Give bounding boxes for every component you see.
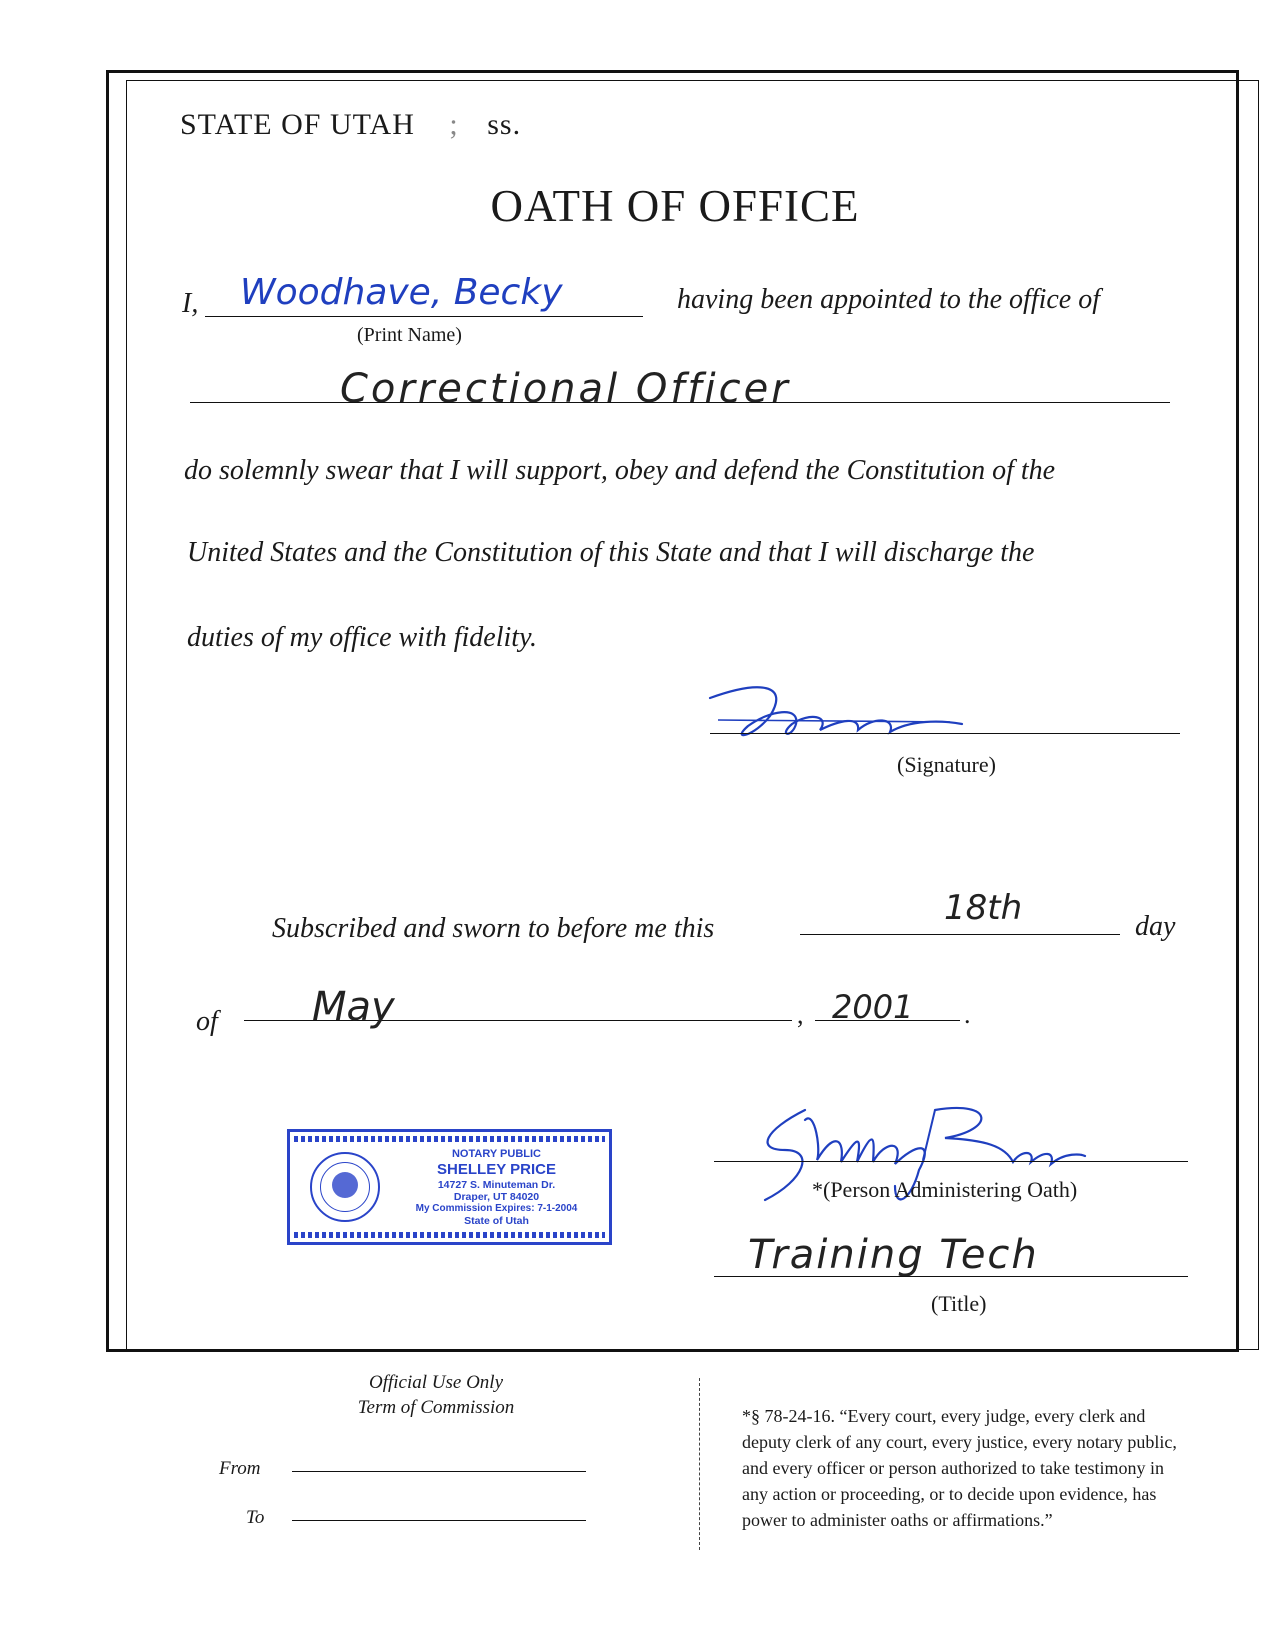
day-line xyxy=(800,934,1120,935)
oath-taker-signature xyxy=(700,676,1000,756)
stamp-city: Draper, UT 84020 xyxy=(453,1191,540,1203)
stamp-state: State of Utah xyxy=(464,1215,529,1227)
oath-line-2: United States and the Constitution of this State and that I will discharge the xyxy=(187,537,1035,568)
title-line xyxy=(714,1276,1188,1277)
to-label: To xyxy=(246,1507,265,1528)
stamp-notary-public: NOTARY PUBLIC xyxy=(451,1148,542,1160)
from-label: From xyxy=(219,1458,261,1479)
oath-line-3: duties of my office with fidelity. xyxy=(187,622,537,653)
office-value: Correctional Officer xyxy=(340,366,791,412)
year-period: . xyxy=(964,1000,971,1029)
footnote-line-4: any action or proceeding, or to decide upon evidence, has xyxy=(742,1484,1157,1504)
term-of-commission-heading: Term of Commission xyxy=(357,1397,515,1418)
month-comma: , xyxy=(797,1000,804,1029)
stamp-address: 14727 S. Minuteman Dr. xyxy=(437,1179,556,1191)
stamp-notary-name: SHELLEY PRICE xyxy=(437,1161,556,1178)
appointed-phrase: having been appointed to the office of xyxy=(677,284,1101,315)
day-word: day xyxy=(1135,911,1176,942)
print-name-line xyxy=(205,316,643,317)
oath-line-1: do solemnly swear that I will support, obey and defend the Constitution of the xyxy=(184,455,1056,486)
ss-label: ss. xyxy=(487,108,522,141)
document-title: OATH OF OFFICE xyxy=(490,181,860,231)
title-caption: (Title) xyxy=(931,1291,987,1316)
stamp-commission: My Commission Expires: 7-1-2004 xyxy=(415,1203,578,1214)
signature-caption: (Signature) xyxy=(897,752,996,777)
subscribed-lead: Subscribed and sworn to before me this xyxy=(272,913,715,944)
signature-scribble-icon xyxy=(700,676,1000,756)
footer-divider xyxy=(699,1378,700,1550)
administrator-line xyxy=(714,1161,1188,1162)
statute-footnote xyxy=(742,1403,1262,1533)
of-word: of xyxy=(196,1006,218,1037)
stamp-border-top xyxy=(294,1136,605,1142)
print-name-caption: (Print Name) xyxy=(357,324,462,346)
month-value: May xyxy=(312,984,395,1030)
footnote-line-3: and every officer or person authorized to take testimony in xyxy=(742,1458,1165,1478)
footnote-line-2: deputy clerk of any court, every justice, every notary public, xyxy=(742,1432,1177,1452)
from-line xyxy=(292,1471,586,1472)
print-name-value: Woodhave, Becky xyxy=(240,272,563,313)
day-value: 18th xyxy=(944,888,1023,928)
stamp-border-bottom xyxy=(294,1232,605,1238)
administrator-title-value: Training Tech xyxy=(748,1232,1039,1278)
notary-stamp xyxy=(287,1129,612,1245)
office-line xyxy=(190,402,1170,403)
bracket-mark: ; xyxy=(449,108,459,141)
state-seal-icon xyxy=(310,1152,380,1222)
state-label: STATE OF UTAH xyxy=(180,108,415,141)
signature-line xyxy=(710,733,1180,734)
to-line xyxy=(292,1520,586,1521)
footnote-line-5: power to administer oaths or affirmations.” xyxy=(742,1510,1053,1530)
year-value: 2001 xyxy=(832,988,914,1026)
pronoun-label: I, xyxy=(182,288,199,319)
state-heading xyxy=(180,108,521,142)
footnote-line-1: *§ 78-24-16. “Every court, every judge, every clerk and xyxy=(742,1406,1146,1426)
official-use-heading: Official Use Only xyxy=(368,1372,504,1393)
administrator-caption: *(Person Administering Oath) xyxy=(812,1177,1078,1202)
